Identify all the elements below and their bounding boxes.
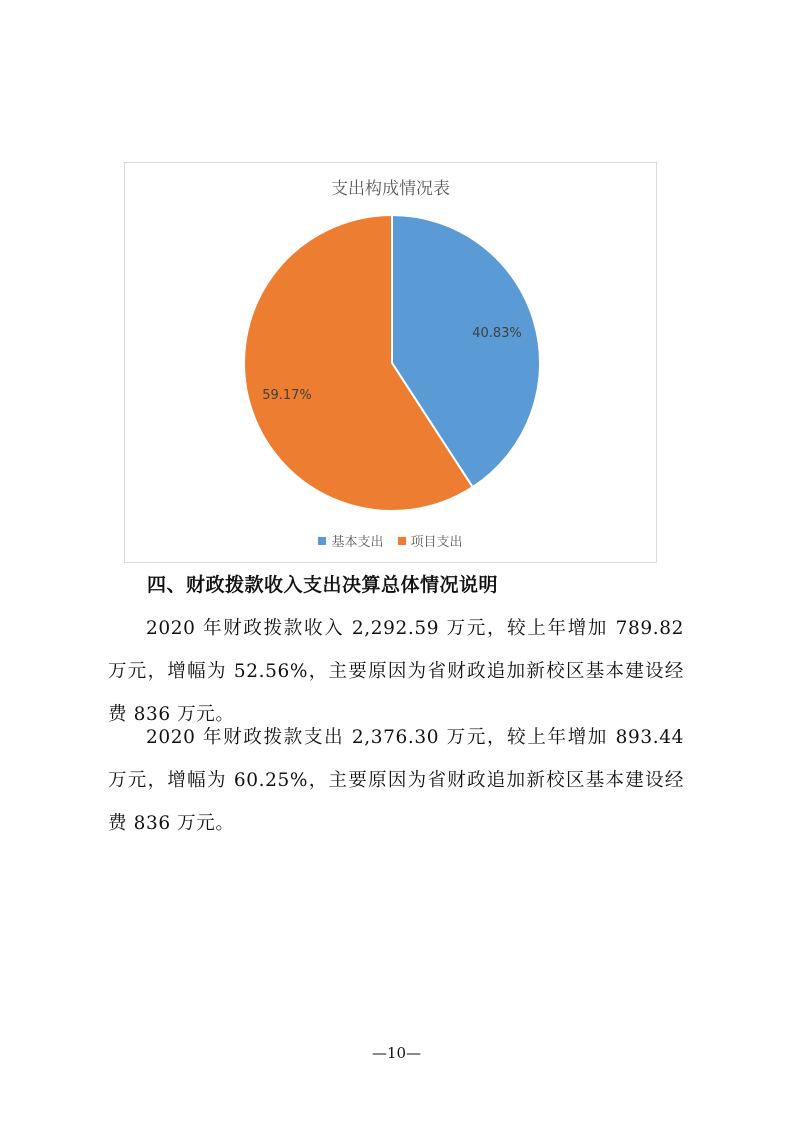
chart-title: 支出构成情况表 — [331, 179, 450, 199]
legend-label-basic: 基本支出 — [331, 535, 384, 550]
page-number: —10— — [371, 1044, 422, 1062]
paragraph-expenditure: 2020 年财政拨款支出 2,376.30 万元，较上年增加 893.44 万元，增幅为 60.25%，主要原因为省财政追加新校区基本建设经费 836 万元。 — [108, 727, 684, 834]
pie-chart-svg — [125, 163, 656, 562]
legend-item-basic-expenditure — [318, 531, 383, 550]
legend-label-project: 项目支出 — [410, 535, 463, 550]
data-label-project-expenditure: 59.17% — [262, 388, 312, 404]
chart-legend — [125, 531, 656, 550]
legend-swatch-project — [398, 537, 406, 545]
pie-chart — [124, 162, 657, 563]
paragraph-revenue: 2020 年财政拨款收入 2,292.59 万元，较上年增加 789.82 万元，增幅为 52.56%，主要原因为省财政追加新校区基本建设经费 836 万元。 — [108, 618, 684, 725]
legend-item-project-expenditure — [398, 531, 463, 550]
data-label-basic-expenditure: 40.83% — [472, 325, 522, 341]
legend-swatch-basic — [318, 537, 326, 545]
section-heading: 四、财政拨款收入支出决算总体情况说明 — [147, 574, 499, 596]
